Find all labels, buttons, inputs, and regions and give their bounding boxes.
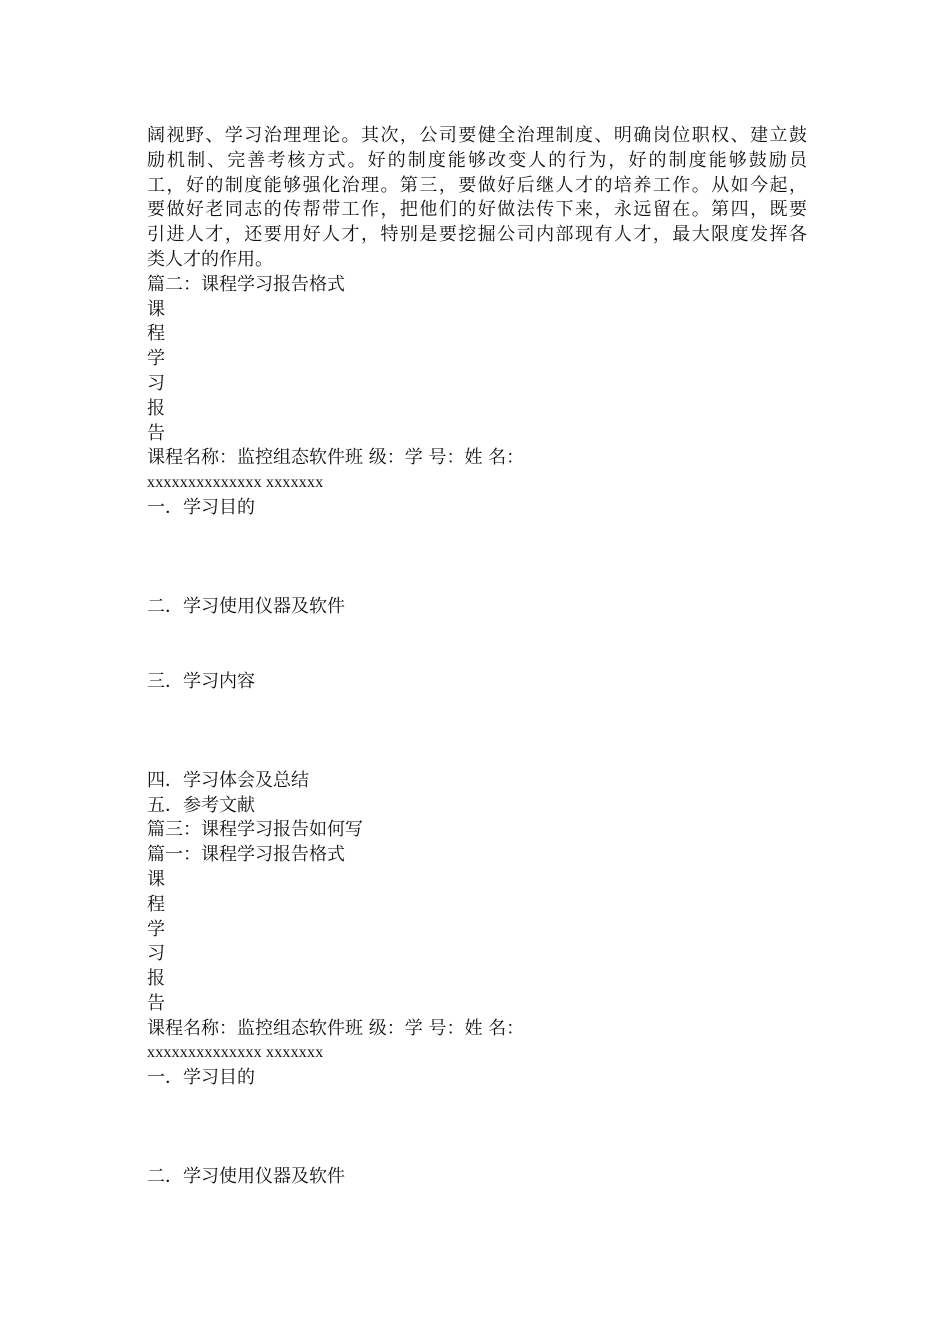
outline-item: 四．学习体会及总结 xyxy=(147,769,309,791)
vertical-title-char: 报 xyxy=(147,397,165,419)
vertical-title-char: 程 xyxy=(147,323,165,345)
paragraph-line: 要做好老同志的传帮带工作，把他们的好做法传下来，永远留在。第四，既要 xyxy=(147,199,807,221)
vertical-title-char: 告 xyxy=(147,422,165,444)
spacer xyxy=(147,1091,807,1165)
spacer xyxy=(147,620,807,670)
outline-item: 二．学习使用仪器及软件 xyxy=(147,1166,345,1188)
paragraph-line: 励机制、完善考核方式。好的制度能够改变人的行为，好的制度能够鼓励员 xyxy=(147,149,807,171)
placeholder-text: xxxxxxxxxxxxxx xxxxxxx xyxy=(147,1044,324,1062)
section-heading: 篇三：课程学习报告如何写 xyxy=(147,819,363,841)
vertical-title-char: 课 xyxy=(147,298,165,320)
section-heading: 篇二：课程学习报告格式 xyxy=(147,273,345,295)
paragraph-line: 阔视野、学习治理理论。其次，公司要健全治理制度、明确岗位职权、建立鼓 xyxy=(147,125,807,146)
vertical-title-char: 课 xyxy=(147,868,165,890)
outline-item: 二．学习使用仪器及软件 xyxy=(147,596,345,618)
paragraph-line: 类人才的作用。 xyxy=(147,248,273,270)
placeholder-text: xxxxxxxxxxxxxx xxxxxxx xyxy=(147,474,324,492)
outline-item: 三．学习内容 xyxy=(147,670,255,692)
vertical-title-char: 告 xyxy=(147,992,165,1014)
paragraph-line: 引进人才，还要用好人才，特别是要挖掘公司内部现有人才，最大限度发挥各 xyxy=(147,224,807,246)
outline-item: 一．学习目的 xyxy=(147,496,255,518)
vertical-title-char: 习 xyxy=(147,372,165,394)
vertical-title-char: 学 xyxy=(147,348,165,370)
course-info: 课程名称：监控组态软件班 级：学 号：姓 名： xyxy=(147,1017,525,1039)
vertical-title-char: 报 xyxy=(147,968,165,990)
vertical-title-char: 习 xyxy=(147,943,165,965)
outline-item: 五．参考文献 xyxy=(147,794,255,816)
spacer xyxy=(147,521,807,595)
paragraph-line: 工，好的制度能够强化治理。第三，要做好后继人才的培养工作。从如今起， xyxy=(147,174,807,196)
vertical-title-char: 学 xyxy=(147,918,165,940)
course-info: 课程名称：监控组态软件班 级：学 号：姓 名： xyxy=(147,447,525,469)
section-heading: 篇一：课程学习报告格式 xyxy=(147,844,345,866)
outline-item: 一．学习目的 xyxy=(147,1067,255,1089)
document-body xyxy=(147,124,807,1190)
vertical-title-char: 程 xyxy=(147,893,165,915)
spacer xyxy=(147,694,807,768)
